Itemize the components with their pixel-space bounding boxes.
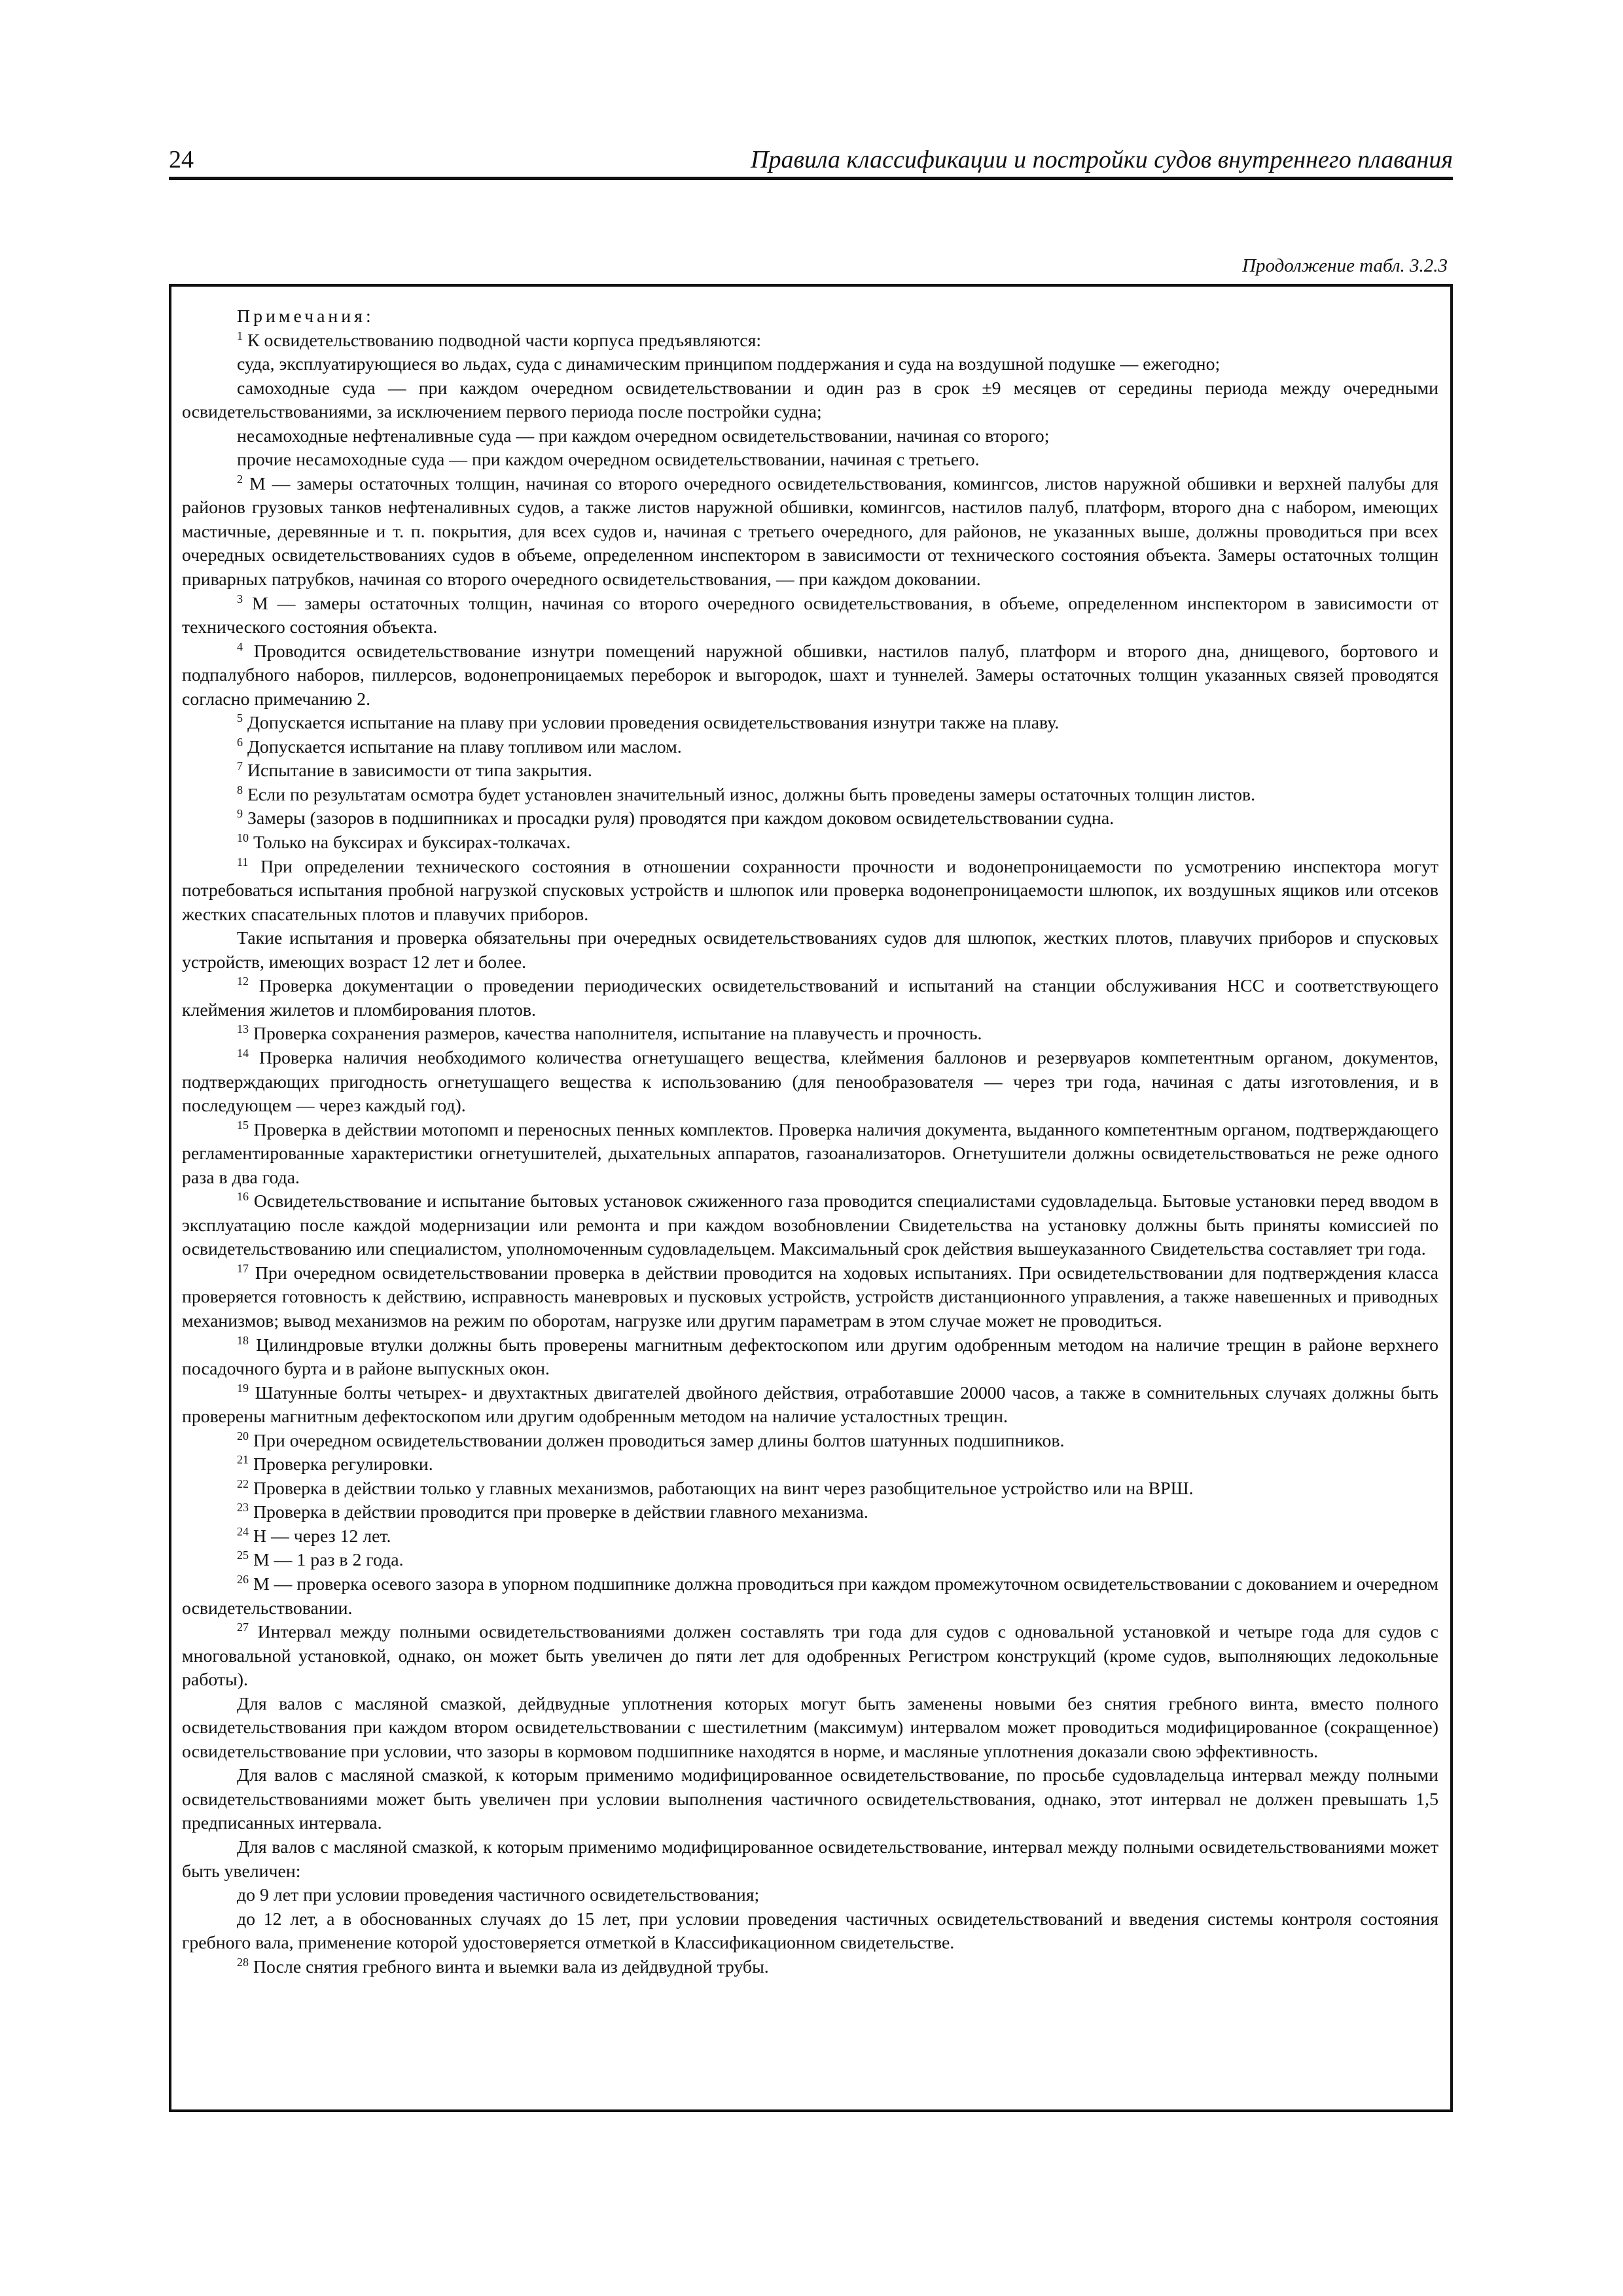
note-text: суда, эксплуатирующиеся во льдах, суда с динамическим принципом поддержания и суда на воздушной подушке — ежегодно; <box>237 354 1221 375</box>
footnote-18 <box>182 1334 1438 1382</box>
note-text: М — 1 раз в 2 года. <box>253 1550 404 1571</box>
note-text: Такие испытания и проверка обязательны при очередных освидетельствованиях судов для шлюпок, жестких плотов, плавучих приборов и спусковых устройств, имеющих возраст 12 лет и более. <box>182 928 1438 973</box>
footnote-19 <box>182 1382 1438 1429</box>
note-text: Проверка в действии проводится при проверке в действии главного механизма. <box>253 1502 868 1523</box>
footnote-13 <box>182 1022 1438 1047</box>
note-paragraph <box>182 1764 1438 1836</box>
page-header <box>169 145 1453 178</box>
footnote-7 <box>182 759 1438 783</box>
footnote-21 <box>182 1453 1438 1477</box>
footnote-4 <box>182 640 1438 712</box>
note-text: Проверка регулировки. <box>253 1454 433 1475</box>
note-text: При очередном освидетельствовании должен проводиться замер длины болтов шатунных подшипников. <box>253 1430 1065 1451</box>
footnote-marker: 8 <box>237 783 243 797</box>
footnote-marker: 25 <box>237 1549 249 1562</box>
footnote-marker: 19 <box>237 1381 249 1395</box>
notes-table-frame <box>169 284 1453 2112</box>
note-text: Для валов с масляной смазкой, к которым применимо модифицированное освидетельствование, интервал между полными освидетельствованиями может быть увеличен: <box>182 1837 1438 1882</box>
note-text: Для валов с масляной смазкой, к которым применимо модифицированное освидетельствование, по просьбе судовладельца интервал между полными освидетельствованиями может быть увеличен при условии выполнения частичного освидетельствования, однако, этот интервал не должен превышать 1,5 предписанных интервала. <box>182 1765 1438 1834</box>
footnote-marker: 18 <box>237 1333 249 1347</box>
footnote-marker: 2 <box>237 472 243 486</box>
note-text: Освидетельствование и испытание бытовых установок сжиженного газа проводится специалистами судовладельца. Бытовые установки перед вводом в эксплуатацию после каждой модернизации или ремонта и при каждом возобновлении Свидетельства на установку должны быть приняты комиссией по освидетельствованию или специалистом, уполномоченным судовладельцем. Максимальный срок действия вышеуказанного Свидетельства составляет три года. <box>182 1191 1438 1260</box>
note-paragraph <box>182 448 1438 473</box>
note-text: Замеры (зазоров в подшипниках и просадки руля) проводятся при каждом доковом освидетельствовании судна. <box>247 808 1115 829</box>
note-text: Если по результатам осмотра будет установлен значительный износ, должны быть проведены замеры остаточных толщин листов. <box>247 784 1256 805</box>
footnote-marker: 28 <box>237 1955 249 1969</box>
note-text: прочие несамоходные суда — при каждом очередном освидетельствовании, начиная с третьего. <box>237 450 980 471</box>
footnote-marker: 21 <box>237 1453 249 1467</box>
footnote-marker: 13 <box>237 1022 249 1036</box>
note-text: Проверка документации о проведении периодических освидетельствований и испытаний на станции обслуживания НСС и соответствующего клеймения жилетов и пломбирования плотов. <box>182 976 1438 1020</box>
note-paragraph <box>182 377 1438 425</box>
footnote-marker: 17 <box>237 1261 249 1275</box>
note-text: К освидетельствованию подводной части корпуса предъявляются: <box>247 330 762 351</box>
note-paragraph <box>182 1693 1438 1765</box>
footnote-3 <box>182 592 1438 640</box>
page-number: 24 <box>169 146 194 173</box>
footnote-marker: 16 <box>237 1190 249 1204</box>
footnote-marker: 22 <box>237 1477 249 1490</box>
footnote-15 <box>182 1119 1438 1191</box>
footnote-25 <box>182 1549 1438 1573</box>
note-text: Допускается испытание на плаву при условии проведения освидетельствования изнутри также на плаву. <box>247 713 1060 734</box>
footnote-16 <box>182 1190 1438 1262</box>
table-continuation-label: Продолжение табл. 3.2.3 <box>1242 255 1448 276</box>
note-text: Интервал между полными освидетельствованиями должен составлять три года для судов с одновальной установкой и четыре года для судов с многовальной установкой, однако, он может быть увеличен до пяти лет для одобренных Регистром конструкций (кроме судов, выполняющих ледокольные работы). <box>182 1622 1438 1691</box>
footnote-27 <box>182 1621 1438 1693</box>
note-text: до 12 лет, а в обоснованных случаях до 15 лет, при условии проведения частичных освидетельствований и введения системы контроля состояния гребного вала, применение которой удостоверяется отметкой в Классификационном свидетельстве. <box>182 1909 1438 1954</box>
footnote-marker: 12 <box>237 975 249 988</box>
footnote-marker: 3 <box>237 592 243 605</box>
note-text: до 9 лет при условии проведения частичного освидетельствования; <box>237 1885 760 1906</box>
note-text: Проверка в действии мотопомп и переносных пенных комплектов. Проверка наличия документа, выданного компетентным органом, подтверждающего регламентированные характеристики огнетушителей, дыхательных аппаратов, газоанализаторов. Огнетушители должны освидетельствоваться не реже одного раза в два года. <box>182 1119 1438 1188</box>
note-text: М — проверка осевого зазора в упорном подшипнике должна проводиться при каждом промежуточном освидетельствовании с докованием и очередном освидетельствовании. <box>182 1573 1438 1619</box>
note-text: Проверка сохранения размеров, качества наполнителя, испытание на плавучесть и прочность. <box>253 1024 982 1045</box>
footnote-28 <box>182 1956 1438 1980</box>
footnote-1 <box>182 329 1438 353</box>
footnote-marker: 4 <box>237 639 243 653</box>
note-paragraph <box>182 1884 1438 1908</box>
footnote-marker: 20 <box>237 1429 249 1443</box>
footnote-5 <box>182 711 1438 736</box>
note-paragraph <box>182 1836 1438 1884</box>
notes-block <box>182 305 1438 1979</box>
footnote-marker: 24 <box>237 1524 249 1538</box>
footnote-17 <box>182 1262 1438 1334</box>
footnote-26 <box>182 1573 1438 1621</box>
note-paragraph <box>182 425 1438 449</box>
footnote-marker: 26 <box>237 1572 249 1586</box>
footnote-12 <box>182 975 1438 1022</box>
note-text: несамоходные нефтеналивные суда — при каждом очередном освидетельствовании, начиная со второго; <box>237 425 1050 446</box>
note-text: После снятия гребного винта и выемки вала из дейдвудной трубы. <box>253 1956 769 1977</box>
note-paragraph <box>182 1908 1438 1956</box>
footnote-11 <box>182 855 1438 927</box>
footnote-22 <box>182 1477 1438 1501</box>
footnote-marker: 9 <box>237 807 243 821</box>
header-rule <box>169 177 1453 180</box>
footnote-10 <box>182 831 1438 855</box>
note-text: Проверка наличия необходимого количества огнетушащего вещества, клеймения баллонов и резервуаров компетентным органом, документов, подтверждающих пригодность огнетушащего вещества к использованию (для пенообразователя — через три года, начиная с даты изготовления, и в последующем — через каждый год). <box>182 1047 1438 1117</box>
notes-heading: Примечания: <box>237 306 374 327</box>
footnote-8 <box>182 783 1438 808</box>
note-text: Цилиндровые втулки должны быть проверены магнитным дефектоскопом или другим одобренным методом на наличие трещин в районе верхнего посадочного бурта и в районе выпускных окон. <box>182 1335 1439 1380</box>
note-text: Проводится освидетельствование изнутри помещений наружной обшивки, настилов палуб, платформ и второго дна, днищевого, бортового и подпалубного наборов, пиллерсов, водонепроницаемых переборок и выгородок, шахт и туннелей. Замеры остаточных толщин указанных связей проводятся согласно примечанию 2. <box>182 641 1438 709</box>
footnote-23 <box>182 1501 1438 1525</box>
note-text: Н — через 12 лет. <box>253 1526 391 1547</box>
note-paragraph <box>182 353 1438 377</box>
note-text: Шатунные болты четырех- и двухтактных двигателей двойного действия, отработавшие 20000 часов, а также в сомнительных случаях должны быть проверены магнитным дефектоскопом или другим одобренным методом на наличие усталостных трещин. <box>182 1382 1438 1427</box>
footnote-marker: 15 <box>237 1118 249 1132</box>
note-text: М — замеры остаточных толщин, начиная со второго очередного освидетельствования, в объеме, определенном инспектором в зависимости от технического состояния объекта. <box>182 593 1438 638</box>
footnote-marker: 14 <box>237 1046 249 1060</box>
note-text: М — замеры остаточных толщин, начиная со второго очередного освидетельствования, комингсов, листов наружной обшивки и верхней палубы для районов грузовых танков нефтеналивных судов, а также листов наружной обшивки, комингсов, настилов палуб, платформ, второго дна с набором, имеющих мастичные, деревянные и т. п. покрытия, для всех судов и, начиная с третьего очередного, для районов, не указанных выше, должны проводиться при всех очередных освидетельствованиях судов в объеме, определенном инспектором в зависимости от технического состояния объекта. Замеры остаточных толщин приварных патрубков, начиная со второго очередного освидетельствования, — при каждом доковании. <box>182 473 1438 590</box>
footnote-14 <box>182 1047 1438 1119</box>
footnote-marker: 1 <box>237 329 243 342</box>
note-text: Проверка в действии только у главных механизмов, работающих на винт через разобщительное устройство или на ВРШ. <box>253 1478 1194 1499</box>
footnote-marker: 10 <box>237 831 249 845</box>
footnote-marker: 11 <box>237 855 249 869</box>
note-text: При определении технического состояния в отношении сохранности прочности и водонепроницаемости по усмотрению инспектора могут потребоваться испытания пробной нагрузкой спусковых устройств и шлюпок или проверка водонепроницаемости шлюпок, их воздушных ящиков или отсеков жестких спасательных плотов и плавучих приборов. <box>182 856 1438 925</box>
note-text: самоходные суда — при каждом очередном освидетельствовании и один раз в срок ±9 месяцев от середины периода между очередными освидетельствованиями, за исключением первого периода после постройки судна; <box>182 378 1438 423</box>
running-title: Правила классификации и постройки судов внутреннего плавания <box>751 146 1453 173</box>
footnote-2 <box>182 473 1438 592</box>
note-text: Допускается испытание на плаву топливом или маслом. <box>247 736 682 757</box>
note-text: Испытание в зависимости от типа закрытия. <box>247 761 592 781</box>
footnote-marker: 7 <box>237 759 243 773</box>
footnote-marker: 23 <box>237 1501 249 1515</box>
footnote-marker: 27 <box>237 1621 249 1634</box>
footnote-9 <box>182 807 1438 831</box>
note-text: При очередном освидетельствовании проверка в действии проводится на ходовых испытаниях. При освидетельствовании для подтверждения класса проверяется готовность к действию, исправность маневровых и пусковых устройств, устройств дистанционного управления, а также навешенных и приводных механизмов; вывод механизмов на режим по оборотам, нагрузке или другим параметрам в этом случае может не проводиться. <box>182 1263 1438 1331</box>
footnote-24 <box>182 1525 1438 1549</box>
note-paragraph <box>182 927 1438 975</box>
footnote-marker: 5 <box>237 711 243 725</box>
note-text: Для валов с масляной смазкой, дейдвудные уплотнения которых могут быть заменены новыми без снятия гребного винта, вместо полного освидетельствования при каждом втором освидетельствовании с шестилетним (максимум) интервалом может проводиться модифицированное (сокращенное) освидетельствование при условии, что зазоры в кормовом подшипнике находятся в норме, и масляные уплотнения доказали свою эффективность. <box>182 1693 1438 1762</box>
note-text: Только на буксирах и буксирах-толкачах. <box>253 833 571 853</box>
footnote-6 <box>182 736 1438 760</box>
footnote-marker: 6 <box>237 735 243 749</box>
footnote-20 <box>182 1429 1438 1454</box>
